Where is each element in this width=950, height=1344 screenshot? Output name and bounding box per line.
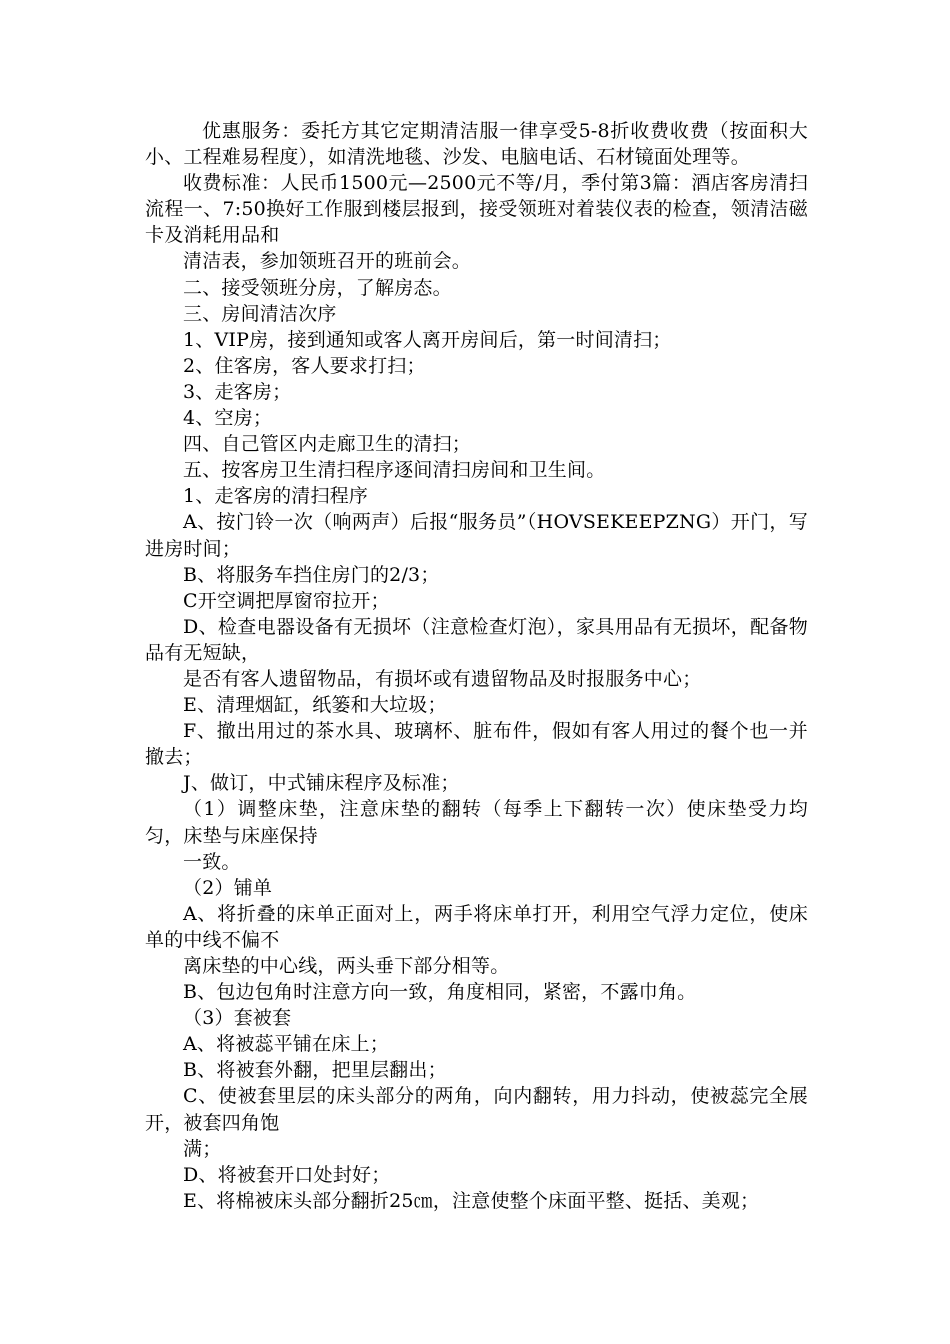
paragraph-line: J、做订，中式铺床程序及标准； — [183, 772, 460, 795]
paragraph-line: 离床垫的中心线，两头垂下部分相等。 — [183, 955, 510, 977]
paragraph-line: C开空调把厚窗帘拉开； — [183, 589, 390, 612]
paragraph-line: 满； — [183, 1137, 222, 1160]
paragraph-line: A、按门铃一次（响两声）后报“服务员”（HOVSEKEEPZNG）开门，写进房时间； — [145, 511, 808, 560]
paragraph-line: 4、空房； — [183, 407, 273, 430]
paragraph-line: D、检查电器设备有无损坏（注意检查灯泡），家具用品有无损坏，配备物品有无短缺， — [145, 615, 808, 664]
paragraph-line: B、包边包角时注意方向一致，角度相同，紧密，不露巾角。 — [183, 981, 697, 1004]
paragraph-line: 一致。 — [183, 850, 241, 873]
paragraph-line: 四、自己管区内走廊卫生的清扫； — [183, 433, 472, 456]
paragraph-heading: （3）套被套 — [183, 1007, 292, 1030]
document-body — [145, 118, 808, 1214]
paragraph-heading: 三、房间清洁次序 — [183, 302, 337, 325]
paragraph-line: 2、住客房，客人要求打扫； — [183, 354, 426, 377]
paragraph-heading: 1、走客房的清扫程序 — [183, 485, 369, 508]
paragraph-line: 1、VIP房，接到通知或客人离开房间后，第一时间清扫； — [183, 328, 672, 351]
paragraph-line: B、将被套外翻，把里层翻出； — [183, 1059, 447, 1082]
paragraph-line: A、将被蕊平铺在床上； — [183, 1033, 389, 1056]
paragraph-line: C、使被套里层的床头部分的两角，向内翻转，用力抖动，使被蕊完全展开，被套四角饱 — [145, 1085, 808, 1134]
paragraph-line: 清洁表，参加领班召开的班前会。 — [183, 250, 472, 273]
paragraph-line: 二、接受领班分房，了解房态。 — [183, 276, 452, 299]
paragraph-line: F、撤出用过的茶水具、玻璃杯、脏布件，假如有客人用过的餐个也一并撤去； — [145, 720, 808, 769]
paragraph-line: 3、走客房； — [183, 380, 292, 403]
paragraph-line: B、将服务车挡住房门的2/3； — [183, 563, 440, 586]
paragraph-line: 是否有客人遗留物品，有损坏或有遗留物品及时报服务中心； — [183, 667, 702, 690]
paragraph-line: E、将棉被床头部分翻折25㎝，注意使整个床面平整、挺括、美观； — [183, 1189, 760, 1212]
paragraph-line: 五、按客房卫生清扫程序逐间清扫房间和卫生间。 — [183, 459, 606, 482]
paragraph-line: （1）调整床垫，注意床垫的翻转（每季上下翻转一次）使床垫受力均匀，床垫与床座保持 — [145, 798, 808, 847]
paragraph-line: E、清理烟缸，纸篓和大垃圾； — [183, 694, 447, 717]
paragraph-line: A、将折叠的床单正面对上，两手将床单打开，利用空气浮力定位，使床单的中线不偏不 — [145, 902, 808, 951]
paragraph-line: D、将被套开口处封好； — [183, 1163, 391, 1186]
paragraph-fee-standard: 收费标准：人民币1500元—2500元不等/月，季付第3篇：酒店客房清扫流程一、7:50换好工作服到楼层报到，接受领班对着装仪表的检查，领清洁磁卡及消耗用品和 — [145, 172, 808, 247]
paragraph-preferential-service: 优惠服务：委托方其它定期清洁服一律享受5-8折收费收费（按面积大小、工程难易程度），如清洗地毯、沙发、电脑电话、石材镜面处理等。 — [145, 120, 808, 169]
paragraph-heading: （2）铺单 — [183, 876, 273, 899]
